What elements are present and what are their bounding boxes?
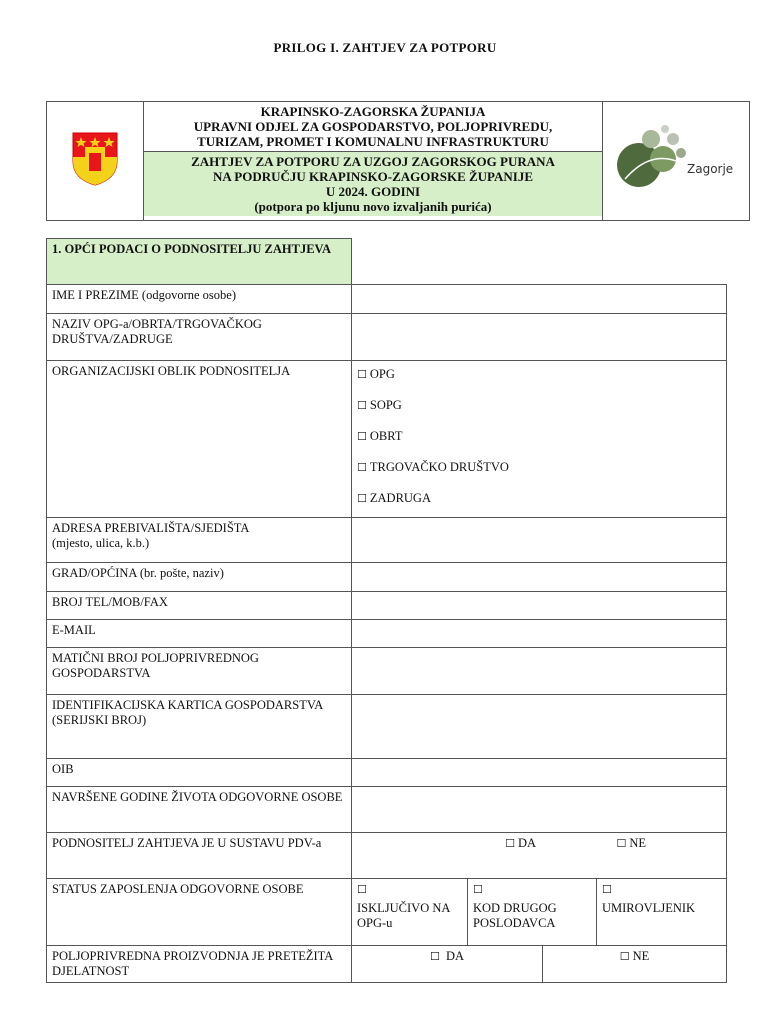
zagorje-logo bbox=[603, 102, 750, 221]
input-phone[interactable] bbox=[352, 592, 727, 620]
checkbox-icon[interactable]: ☐ bbox=[602, 883, 612, 896]
checkbox-icon[interactable]: ☐ bbox=[357, 492, 367, 505]
checkbox-icon[interactable]: ☐ bbox=[357, 368, 367, 381]
header-table bbox=[46, 101, 750, 221]
option-trgovacko-drustvo[interactable]: ☐ TRGOVAČKO DRUŠTVO bbox=[357, 460, 509, 474]
label-employment-status: STATUS ZAPOSLENJA ODGOVORNE OSOBE bbox=[47, 879, 352, 946]
label-oib: OIB bbox=[47, 759, 352, 787]
input-age[interactable] bbox=[352, 787, 727, 833]
option-obrt[interactable]: ☐ OBRT bbox=[357, 429, 403, 443]
checkbox-icon[interactable]: ☐ bbox=[473, 883, 483, 896]
checkbox-icon[interactable]: ☐ bbox=[357, 461, 367, 474]
checkbox-icon[interactable]: ☐ bbox=[619, 950, 630, 963]
option-sopg[interactable]: ☐ SOPG bbox=[357, 398, 402, 412]
status-other-employer[interactable]: ☐ KOD DRUGOG POSLODAVCA bbox=[468, 879, 597, 945]
checkbox-icon[interactable]: ☐ bbox=[357, 430, 367, 443]
label-organization-form: ORGANIZACIJSKI OBLIK PODNOSITELJA bbox=[47, 361, 352, 518]
label-business-name: NAZIV OPG-a/OBRTA/TRGOVAČKOG DRUŠTVA/ZADRUGE bbox=[47, 314, 352, 361]
label-id-card: IDENTIFIKACIJSKA KARTICA GOSPODARSTVA (SERIJSKI BROJ) bbox=[47, 695, 352, 759]
input-name[interactable] bbox=[352, 285, 727, 314]
header-title-cell bbox=[144, 102, 603, 221]
label-main-activity: POLJOPRIVREDNA PROIZVODNJA JE PRETEŽITA DJELATNOST bbox=[47, 946, 352, 983]
checkbox-icon[interactable]: ☐ bbox=[616, 837, 627, 850]
svg-text:Zagorje: Zagorje bbox=[687, 161, 734, 176]
input-address[interactable] bbox=[352, 518, 727, 563]
organization-form-options bbox=[352, 361, 727, 518]
option-opg[interactable]: ☐ OPG bbox=[357, 367, 395, 381]
label-address: ADRESA PREBIVALIŠTA/SJEDIŠTA (mjesto, ulica, k.b.) bbox=[47, 518, 352, 563]
input-email[interactable] bbox=[352, 620, 727, 648]
label-age: NAVRŠENE GODINE ŽIVOTA ODGOVORNE OSOBE bbox=[47, 787, 352, 833]
label-mibpg: MATIČNI BROJ POLJOPRIVREDNOG GOSPODARSTVA bbox=[47, 648, 352, 695]
county-office-title: KRAPINSKO-ZAGORSKA ŽUPANIJA UPRAVNI ODJEL ZA GOSPODARSTVO, POLJOPRIVREDU, TURIZAM, PROMET I KOMUNALNU INFRASTRUKTURU bbox=[144, 102, 602, 151]
applicant-form bbox=[46, 238, 727, 983]
zagorje-logo-icon bbox=[611, 119, 741, 199]
input-oib[interactable] bbox=[352, 759, 727, 787]
main-activity-options bbox=[352, 946, 727, 983]
input-city[interactable] bbox=[352, 563, 727, 592]
label-email: E-MAIL bbox=[47, 620, 352, 648]
label-phone: BROJ TEL/MOB/FAX bbox=[47, 592, 352, 620]
vat-options bbox=[352, 833, 727, 879]
employment-status-options bbox=[352, 879, 727, 946]
status-opg-only[interactable]: ☐ ISKLJUČIVO NA OPG-u bbox=[352, 879, 468, 945]
request-title: ZAHTJEV ZA POTPORU ZA UZGOJ ZAGORSKOG PURANA NA PODRUČJU KRAPINSKO-ZAGORSKE ŽUPANIJE U 2024. GODINI (potpora po kljunu novo izvaljanih purića) bbox=[144, 151, 602, 216]
checkbox-icon[interactable]: ☐ bbox=[357, 883, 367, 896]
input-mibpg[interactable] bbox=[352, 648, 727, 695]
section-heading: 1. OPĆI PODACI O PODNOSITELJU ZAHTJEVA bbox=[47, 239, 352, 285]
input-business-name[interactable] bbox=[352, 314, 727, 361]
document-title: PRILOG I. ZAHTJEV ZA POTPORU bbox=[273, 40, 497, 55]
activity-yes-option[interactable]: ☐ DA bbox=[429, 949, 465, 963]
coat-of-arms-icon bbox=[71, 131, 119, 187]
option-zadruga[interactable]: ☐ ZADRUGA bbox=[357, 491, 431, 505]
checkbox-icon[interactable]: ☐ bbox=[357, 399, 367, 412]
label-city: GRAD/OPĆINA (br. pošte, naziv) bbox=[47, 563, 352, 592]
label-name: IME I PREZIME (odgovorne osobe) bbox=[47, 285, 352, 314]
checkbox-icon[interactable]: ☐ bbox=[505, 837, 515, 850]
vat-no-option[interactable]: ☐ NE bbox=[616, 836, 646, 850]
activity-no-option[interactable]: ☐ NE bbox=[543, 946, 727, 982]
coat-of-arms-logo bbox=[47, 102, 144, 221]
status-retired[interactable]: ☐ UMIROVLJENIK bbox=[597, 879, 727, 945]
checkbox-icon[interactable]: ☐ bbox=[429, 950, 440, 963]
input-id-card[interactable] bbox=[352, 695, 727, 759]
vat-yes-option[interactable]: ☐ DA bbox=[505, 836, 536, 850]
label-vat: PODNOSITELJ ZAHTJEVA JE U SUSTAVU PDV-a bbox=[47, 833, 352, 879]
